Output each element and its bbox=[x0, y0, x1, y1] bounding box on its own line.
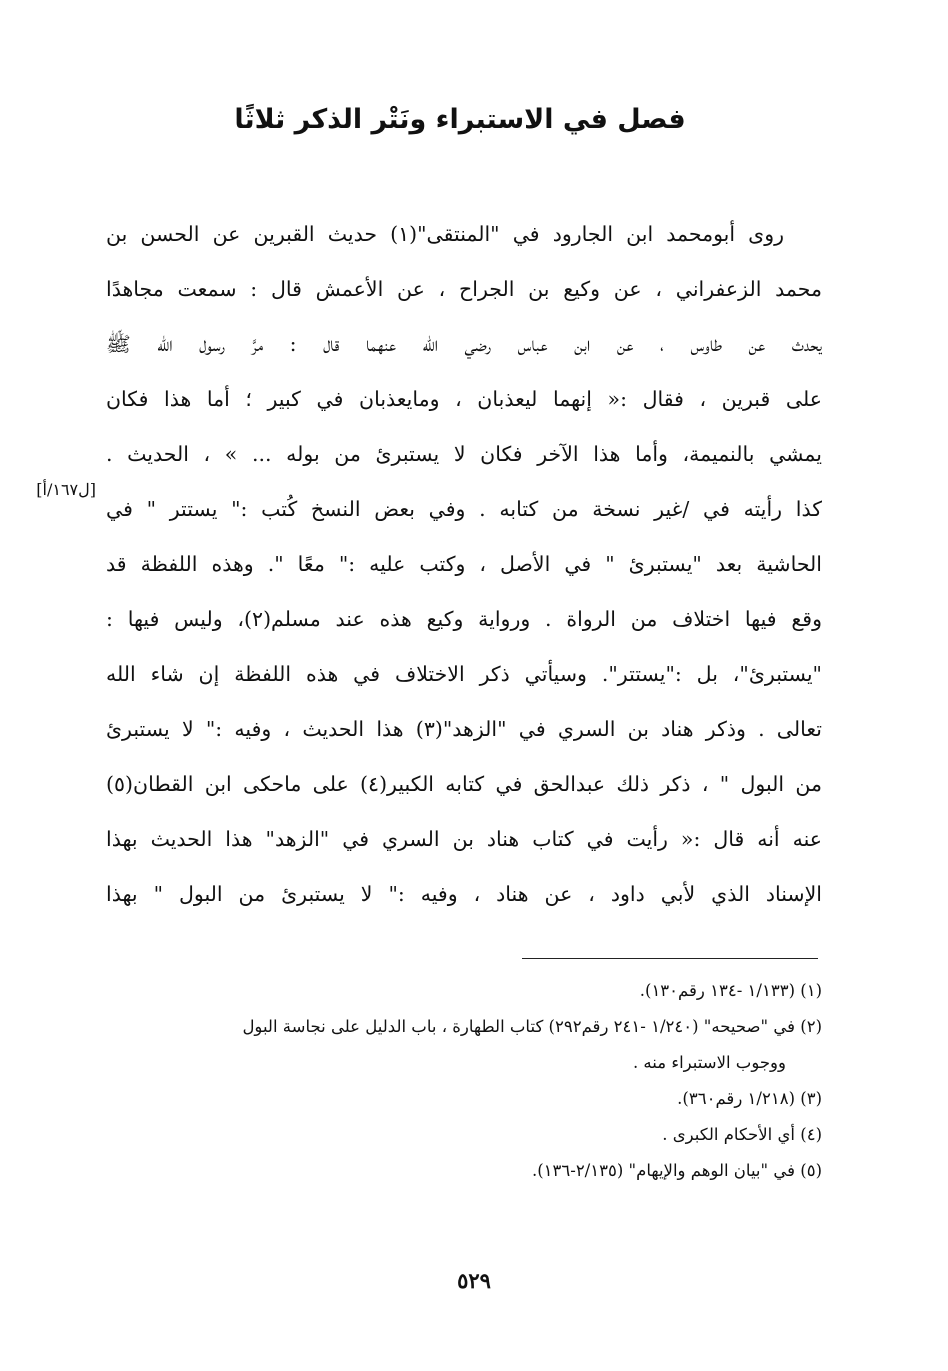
footnote-separator bbox=[522, 958, 818, 959]
footnote-2-continuation: ووجوب الاستبراء منه . bbox=[632, 1053, 786, 1072]
text-line: وقع فيها اختلاف من الرواة . ورواية وكيع هذه عند مسلم(٢)، وليس فيها : bbox=[106, 607, 822, 631]
text-line: الإسناد الذي لأبي داود ، عن هناد ، وفيه :" لا يستبرئ من البول " بهذا bbox=[106, 882, 822, 906]
text-line: من البول " ، ذكر ذلك عبدالحق في كتابه الكبير(٤) على ماحكى ابن القطان(٥) bbox=[106, 772, 822, 796]
text-line: محمد الزعفراني ، عن وكيع بن الجراح ، عن الأعمش قال : سمعت مجاهدًا bbox=[106, 277, 822, 301]
text-line: روى أبومحمد ابن الجارود في "المنتقى"(١) حديث القبرين عن الحسن بن bbox=[106, 222, 785, 246]
text-line: "يستبرئ"، بل :"يستتر". وسيأتي ذكر الاختلاف في هذه اللفظة إن شاء الله bbox=[106, 662, 822, 686]
section-title: فصل في الاستبراء ونَتْر الذكر ثلاثًا bbox=[234, 104, 686, 135]
footnote-3: (٣) (١/٢١٨ رقم٣٦٠). bbox=[677, 1089, 822, 1108]
text-line: يحدث عن طاوس ، عن ابن عباس رضي الله عنهما قال : مرَّ رسول الله ﷺ bbox=[106, 332, 822, 356]
footnote-2 bbox=[100, 1014, 822, 1076]
text-line: تعالى . وذكر هناد بن السري في "الزهد"(٣) هذا الحديث ، وفيه :" لا يستبرئ bbox=[106, 717, 822, 741]
main-text bbox=[106, 207, 822, 922]
text-line: كذا رأيته في /غير نسخة من كتابه . وفي بعض النسخ كُتب :" يستتر " في bbox=[106, 497, 822, 521]
manuscript-folio-marker: [ل١٦٧/أ] bbox=[36, 480, 96, 499]
text-line: عنه أنه قال :« رأيت في كتاب هناد بن السري في "الزهد" هذا الحديث بهذا bbox=[106, 827, 822, 851]
footnote-1: (١) (١/١٣٣ -١٣٤ رقم١٣٠). bbox=[639, 981, 822, 1000]
footnote-5: (٥) في "بيان الوهم والإيهام" (٢/١٣٥-١٣٦). bbox=[531, 1161, 822, 1180]
text-line: يمشي بالنميمة، وأما هذا الآخر فكان لا يستبرئ من بوله ... » ، الحديث . bbox=[106, 442, 822, 466]
footnote-4: (٤) أي الأحكام الكبرى . bbox=[662, 1125, 822, 1144]
text-line: على قبرين ، فقال :« إنهما ليعذبان ، ومايعذبان في كبير ؛ أما هذا فكان bbox=[106, 387, 822, 411]
text-line: الحاشية بعد "يستبرئ " في الأصل ، وكتب عليه :" معًا ". وهذه اللفظة قد bbox=[106, 552, 822, 576]
footnote-2-text: (٢) في "صحيحه" (١/٢٤٠ -٢٤١ رقم٢٩٢) كتاب الطهارة ، باب الدليل على نجاسة البول bbox=[242, 1017, 822, 1036]
footnotes bbox=[100, 978, 822, 1194]
page-number: ٥٢٩ bbox=[457, 1268, 491, 1293]
